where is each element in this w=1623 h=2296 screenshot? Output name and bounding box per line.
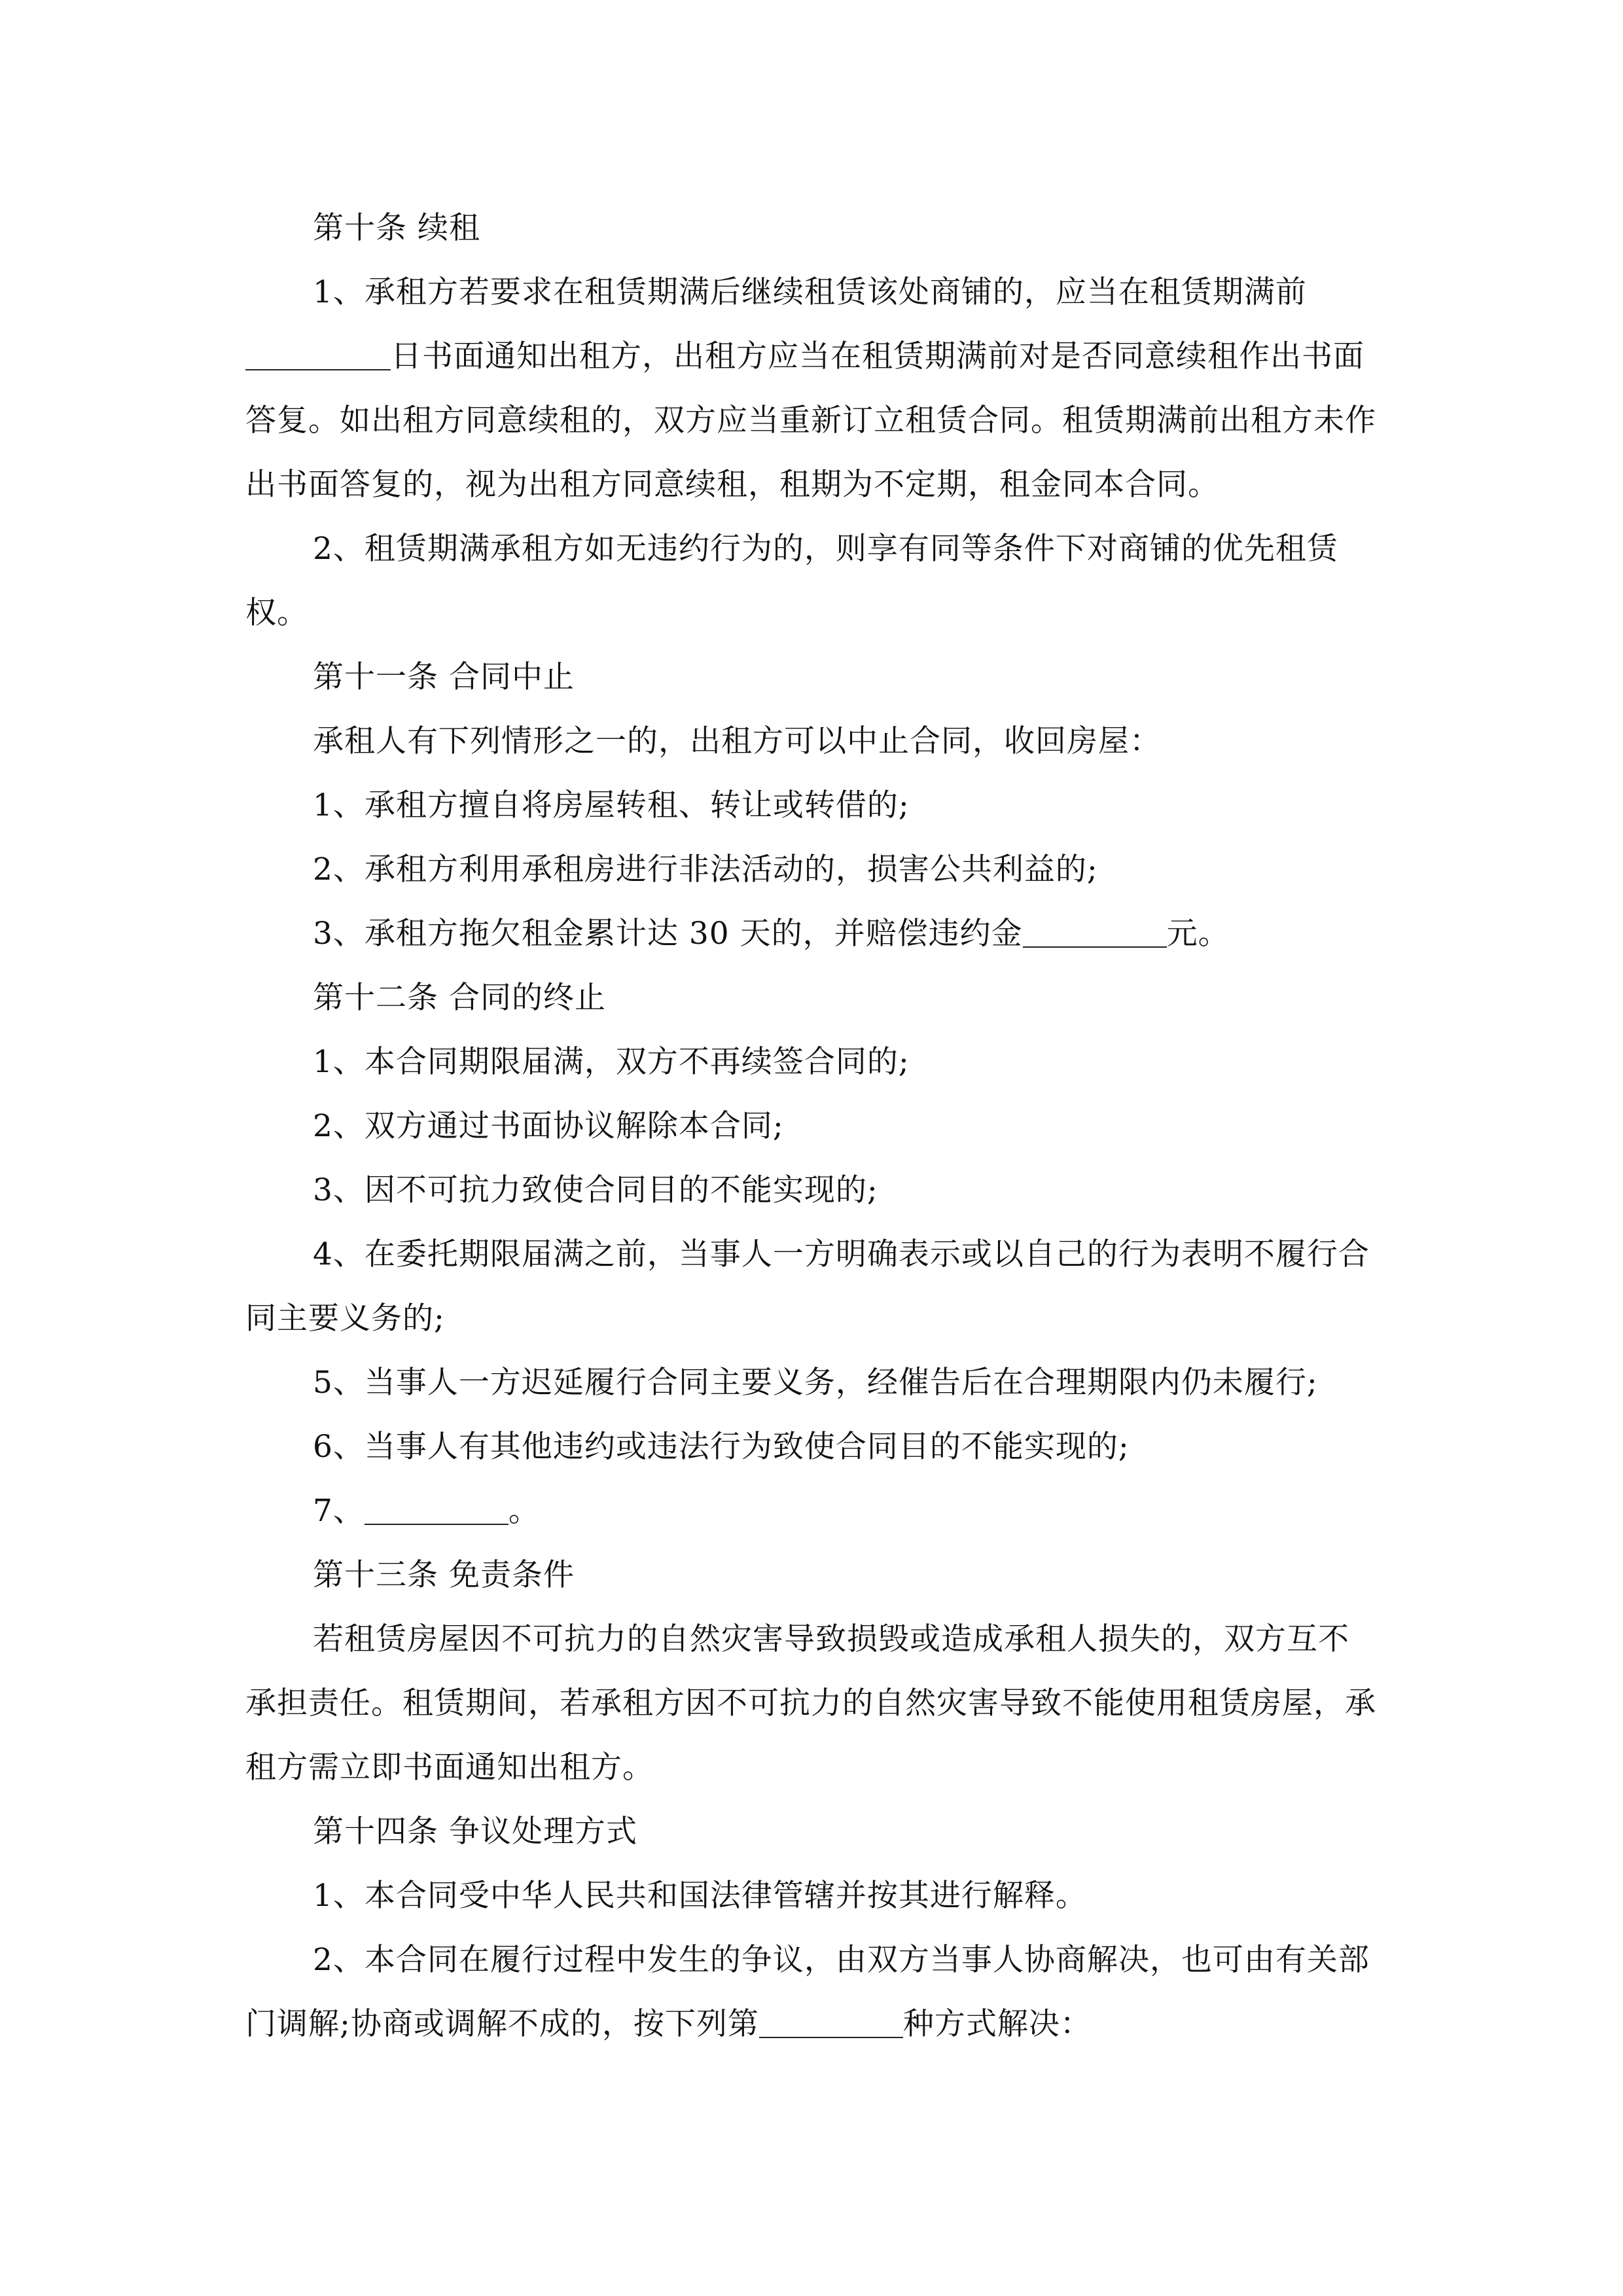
article-13-paragraph: 若租赁房屋因不可抗力的自然灾害导致损毁或造成承租人损失的，双方互不承担责任。租赁期间，若承租方因不可抗力的自然灾害导致不能使用租赁房屋，承租方需立即书面通知出租方。 [245, 1621, 1376, 1785]
article-10-clause-1 [245, 260, 1378, 517]
clause-text: 种方式解决： [902, 2006, 1092, 2042]
article-11-item-2: 2、承租方利用承租房进行非法活动的，损害公共利益的; [313, 852, 1098, 888]
article-11-intro: 承租人有下列情形之一的，出租方可以中止合同，收回房屋： [313, 723, 1161, 759]
article-12-item-6: 6、当事人有其他违约或违法行为致使合同目的不能实现的; [313, 1429, 1130, 1465]
article-14-heading: 第十四条 争议处理方式 [313, 1814, 637, 1850]
article-12-heading: 第十二条 合同的终止 [313, 980, 606, 1016]
clause-text: 3、承租方拖欠租金累计达 30 天的，并赔偿违约金 [313, 916, 1023, 952]
clause-text: 元。 [1166, 916, 1230, 952]
article-12-item-7 [245, 1479, 1378, 1543]
fill-blank-method[interactable] [759, 2005, 903, 2038]
article-12-item-3: 3、因不可抗力致使合同目的不能实现的; [313, 1172, 878, 1208]
article-11-item-1: 1、承租方擅自将房屋转租、转让或转借的; [313, 787, 910, 823]
article-12-item-2: 2、双方通过书面协议解除本合同; [313, 1108, 784, 1144]
article-14-item-2 [245, 1928, 1378, 2056]
article-11-heading: 第十一条 合同中止 [313, 659, 575, 695]
clause-text: 日书面通知出租方，出租方应当在租赁期满前对是否同意续租作出书面答复。如出租方同意续租的，双方应当重新订立租赁合同。租赁期满前出租方未作出书面答复的，视为出租方同意续租，租期为不定期，租金同本合同。 [245, 338, 1376, 503]
clause-text: 2、本合同在履行过程中发生的争议，由双方当事人协商解决，也可由有关部门调解;协商或调解不成的，按下列第 [245, 1942, 1370, 2042]
article-11-item-3 [245, 902, 1378, 966]
document-body [245, 196, 1378, 2056]
article-10-heading: 第十条 续租 [313, 210, 480, 246]
article-10-clause-2: 2、租赁期满承租方如无违约行为的，则享有同等条件下对商铺的优先租赁权。 [245, 531, 1338, 631]
clause-text: 1、承租方若要求在租赁期满后继续租赁该处商铺的，应当在租赁期满前 [313, 274, 1307, 310]
article-13-heading: 第十三条 免责条件 [313, 1557, 575, 1593]
fill-blank-other[interactable] [365, 1492, 508, 1525]
article-12-item-4: 4、在委托期限届满之前，当事人一方明确表示或以自己的行为表明不履行合同主要义务的; [245, 1236, 1370, 1336]
clause-text: 。 [508, 1493, 540, 1529]
fill-blank-penalty[interactable] [1023, 915, 1167, 948]
article-14-item-1: 1、本合同受中华人民共和国法律管辖并按其进行解释。 [313, 1878, 1087, 1914]
clause-text: 7、 [313, 1493, 365, 1529]
fill-blank-days[interactable] [245, 338, 391, 370]
article-12-item-5: 5、当事人一方迟延履行合同主要义务，经催告后在合理期限内仍未履行; [313, 1365, 1318, 1401]
article-12-item-1: 1、本合同期限届满，双方不再续签合同的; [313, 1044, 910, 1080]
